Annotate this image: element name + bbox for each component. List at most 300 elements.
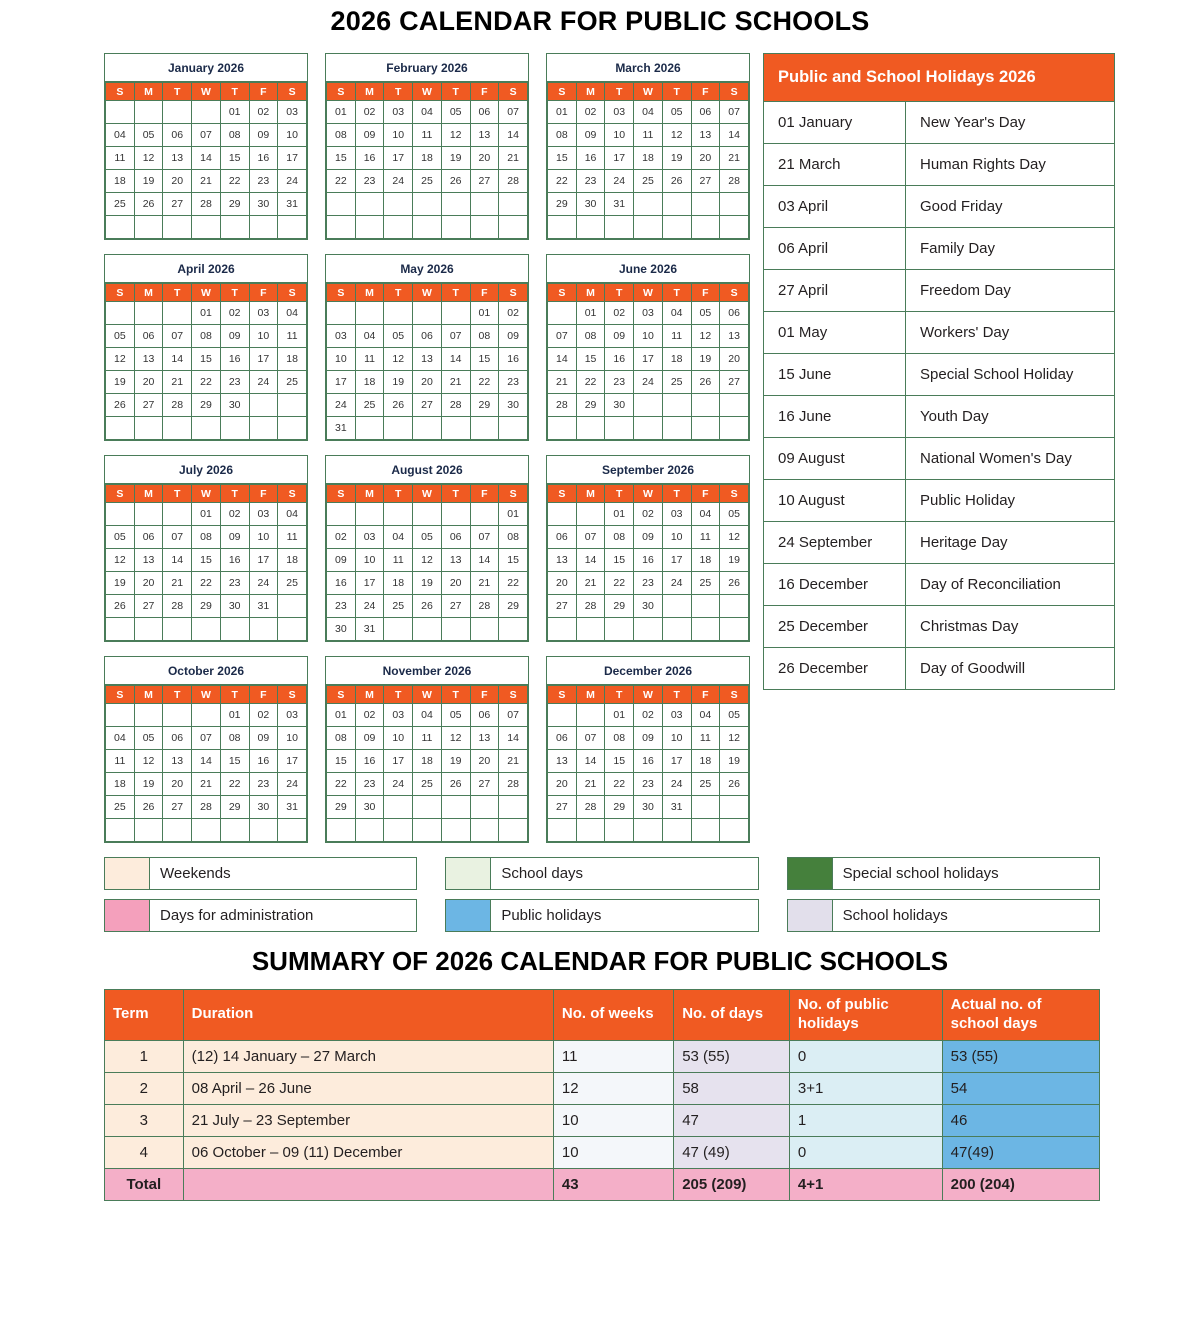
- day-cell[interactable]: 10: [249, 526, 278, 549]
- day-cell[interactable]: 15: [605, 750, 634, 773]
- day-cell[interactable]: 18: [106, 170, 135, 193]
- day-cell[interactable]: 14: [163, 549, 192, 572]
- day-cell[interactable]: 02: [355, 704, 384, 727]
- day-cell[interactable]: 09: [355, 727, 384, 750]
- day-cell[interactable]: 11: [355, 348, 384, 371]
- day-cell[interactable]: 14: [192, 750, 221, 773]
- day-cell[interactable]: 28: [576, 595, 605, 618]
- day-cell[interactable]: 06: [134, 325, 163, 348]
- day-cell[interactable]: 26: [134, 796, 163, 819]
- day-cell[interactable]: 06: [548, 526, 577, 549]
- day-cell[interactable]: 18: [384, 572, 413, 595]
- day-cell[interactable]: 06: [163, 727, 192, 750]
- day-cell[interactable]: 05: [691, 302, 720, 325]
- day-cell[interactable]: 20: [163, 170, 192, 193]
- day-cell[interactable]: 12: [720, 727, 749, 750]
- day-cell[interactable]: 02: [605, 302, 634, 325]
- day-cell[interactable]: 28: [499, 170, 528, 193]
- day-cell[interactable]: 30: [249, 193, 278, 216]
- day-cell[interactable]: 04: [691, 503, 720, 526]
- day-cell[interactable]: 02: [220, 503, 249, 526]
- day-cell[interactable]: 12: [134, 750, 163, 773]
- day-cell[interactable]: 22: [192, 371, 221, 394]
- day-cell[interactable]: 20: [720, 348, 749, 371]
- day-cell[interactable]: 24: [327, 394, 356, 417]
- day-cell[interactable]: 18: [413, 750, 442, 773]
- day-cell[interactable]: 09: [605, 325, 634, 348]
- day-cell[interactable]: 17: [249, 549, 278, 572]
- day-cell[interactable]: 05: [106, 325, 135, 348]
- day-cell[interactable]: 27: [163, 796, 192, 819]
- day-cell[interactable]: 16: [249, 147, 278, 170]
- day-cell[interactable]: 23: [634, 572, 663, 595]
- day-cell[interactable]: 14: [576, 549, 605, 572]
- day-cell[interactable]: 09: [249, 727, 278, 750]
- day-cell[interactable]: 05: [134, 727, 163, 750]
- day-cell[interactable]: 09: [327, 549, 356, 572]
- day-cell[interactable]: 26: [106, 394, 135, 417]
- day-cell[interactable]: 11: [106, 750, 135, 773]
- day-cell[interactable]: 03: [384, 704, 413, 727]
- day-cell[interactable]: 26: [413, 595, 442, 618]
- day-cell[interactable]: 08: [548, 124, 577, 147]
- day-cell[interactable]: 08: [220, 124, 249, 147]
- day-cell[interactable]: 13: [470, 124, 499, 147]
- day-cell[interactable]: 21: [192, 773, 221, 796]
- day-cell[interactable]: 20: [441, 572, 470, 595]
- day-cell[interactable]: 23: [249, 170, 278, 193]
- day-cell[interactable]: 03: [662, 704, 691, 727]
- day-cell[interactable]: 02: [355, 101, 384, 124]
- day-cell[interactable]: 29: [470, 394, 499, 417]
- day-cell[interactable]: 27: [470, 773, 499, 796]
- day-cell[interactable]: 26: [384, 394, 413, 417]
- day-cell[interactable]: 13: [134, 348, 163, 371]
- day-cell[interactable]: 05: [384, 325, 413, 348]
- day-cell[interactable]: 26: [106, 595, 135, 618]
- day-cell[interactable]: 05: [720, 704, 749, 727]
- day-cell[interactable]: 10: [327, 348, 356, 371]
- day-cell[interactable]: 14: [720, 124, 749, 147]
- day-cell[interactable]: 12: [720, 526, 749, 549]
- day-cell[interactable]: 21: [441, 371, 470, 394]
- day-cell[interactable]: 22: [605, 572, 634, 595]
- day-cell[interactable]: 30: [605, 394, 634, 417]
- day-cell[interactable]: 02: [249, 704, 278, 727]
- day-cell[interactable]: 09: [499, 325, 528, 348]
- day-cell[interactable]: 15: [605, 549, 634, 572]
- day-cell[interactable]: 21: [163, 572, 192, 595]
- day-cell[interactable]: 02: [220, 302, 249, 325]
- day-cell[interactable]: 04: [691, 704, 720, 727]
- day-cell[interactable]: 26: [691, 371, 720, 394]
- day-cell[interactable]: 15: [220, 750, 249, 773]
- day-cell[interactable]: 27: [691, 170, 720, 193]
- day-cell[interactable]: 09: [220, 526, 249, 549]
- day-cell[interactable]: 09: [634, 526, 663, 549]
- day-cell[interactable]: 31: [355, 618, 384, 641]
- day-cell[interactable]: 24: [384, 773, 413, 796]
- day-cell[interactable]: 08: [192, 325, 221, 348]
- day-cell[interactable]: 02: [249, 101, 278, 124]
- day-cell[interactable]: 26: [441, 170, 470, 193]
- day-cell[interactable]: 10: [278, 727, 307, 750]
- day-cell[interactable]: 17: [384, 750, 413, 773]
- day-cell[interactable]: 15: [327, 147, 356, 170]
- day-cell[interactable]: 25: [691, 572, 720, 595]
- day-cell[interactable]: 29: [192, 394, 221, 417]
- day-cell[interactable]: 16: [327, 572, 356, 595]
- day-cell[interactable]: 14: [499, 124, 528, 147]
- day-cell[interactable]: 31: [605, 193, 634, 216]
- day-cell[interactable]: 05: [720, 503, 749, 526]
- day-cell[interactable]: 28: [192, 796, 221, 819]
- day-cell[interactable]: 11: [413, 727, 442, 750]
- day-cell[interactable]: 30: [634, 595, 663, 618]
- day-cell[interactable]: 06: [548, 727, 577, 750]
- day-cell[interactable]: 10: [662, 526, 691, 549]
- day-cell[interactable]: 31: [327, 417, 356, 440]
- day-cell[interactable]: 05: [441, 704, 470, 727]
- day-cell[interactable]: 25: [106, 796, 135, 819]
- day-cell[interactable]: 18: [278, 348, 307, 371]
- day-cell[interactable]: 23: [576, 170, 605, 193]
- day-cell[interactable]: 17: [278, 750, 307, 773]
- day-cell[interactable]: 21: [192, 170, 221, 193]
- day-cell[interactable]: 17: [662, 549, 691, 572]
- day-cell[interactable]: 14: [576, 750, 605, 773]
- day-cell[interactable]: 11: [662, 325, 691, 348]
- day-cell[interactable]: 01: [192, 503, 221, 526]
- day-cell[interactable]: 15: [470, 348, 499, 371]
- day-cell[interactable]: 04: [106, 727, 135, 750]
- day-cell[interactable]: 15: [548, 147, 577, 170]
- day-cell[interactable]: 10: [605, 124, 634, 147]
- day-cell[interactable]: 06: [134, 526, 163, 549]
- day-cell[interactable]: 18: [355, 371, 384, 394]
- day-cell[interactable]: 11: [634, 124, 663, 147]
- day-cell[interactable]: 02: [499, 302, 528, 325]
- day-cell[interactable]: 23: [220, 572, 249, 595]
- day-cell[interactable]: 20: [134, 572, 163, 595]
- day-cell[interactable]: 05: [413, 526, 442, 549]
- day-cell[interactable]: 08: [605, 727, 634, 750]
- day-cell[interactable]: 09: [220, 325, 249, 348]
- day-cell[interactable]: 03: [249, 503, 278, 526]
- day-cell[interactable]: 24: [249, 371, 278, 394]
- day-cell[interactable]: 13: [470, 727, 499, 750]
- day-cell[interactable]: 14: [163, 348, 192, 371]
- day-cell[interactable]: 23: [327, 595, 356, 618]
- day-cell[interactable]: 31: [278, 193, 307, 216]
- day-cell[interactable]: 15: [192, 549, 221, 572]
- day-cell[interactable]: 16: [220, 549, 249, 572]
- day-cell[interactable]: 22: [327, 170, 356, 193]
- day-cell[interactable]: 04: [413, 704, 442, 727]
- day-cell[interactable]: 16: [249, 750, 278, 773]
- day-cell[interactable]: 27: [548, 796, 577, 819]
- day-cell[interactable]: 19: [384, 371, 413, 394]
- day-cell[interactable]: 28: [576, 796, 605, 819]
- day-cell[interactable]: 01: [576, 302, 605, 325]
- day-cell[interactable]: 23: [634, 773, 663, 796]
- day-cell[interactable]: 02: [634, 704, 663, 727]
- day-cell[interactable]: 28: [441, 394, 470, 417]
- day-cell[interactable]: 21: [499, 750, 528, 773]
- day-cell[interactable]: 25: [413, 773, 442, 796]
- day-cell[interactable]: 18: [106, 773, 135, 796]
- day-cell[interactable]: 16: [634, 750, 663, 773]
- day-cell[interactable]: 26: [134, 193, 163, 216]
- day-cell[interactable]: 25: [278, 572, 307, 595]
- day-cell[interactable]: 03: [605, 101, 634, 124]
- day-cell[interactable]: 25: [278, 371, 307, 394]
- day-cell[interactable]: 19: [720, 549, 749, 572]
- day-cell[interactable]: 09: [355, 124, 384, 147]
- day-cell[interactable]: 15: [327, 750, 356, 773]
- day-cell[interactable]: 25: [413, 170, 442, 193]
- day-cell[interactable]: 21: [576, 572, 605, 595]
- day-cell[interactable]: 07: [720, 101, 749, 124]
- day-cell[interactable]: 13: [413, 348, 442, 371]
- day-cell[interactable]: 13: [548, 549, 577, 572]
- day-cell[interactable]: 13: [720, 325, 749, 348]
- day-cell[interactable]: 27: [548, 595, 577, 618]
- day-cell[interactable]: 06: [441, 526, 470, 549]
- day-cell[interactable]: 08: [605, 526, 634, 549]
- day-cell[interactable]: 09: [576, 124, 605, 147]
- day-cell[interactable]: 01: [192, 302, 221, 325]
- day-cell[interactable]: 04: [634, 101, 663, 124]
- day-cell[interactable]: 25: [662, 371, 691, 394]
- day-cell[interactable]: 06: [691, 101, 720, 124]
- day-cell[interactable]: 27: [134, 394, 163, 417]
- day-cell[interactable]: 02: [576, 101, 605, 124]
- day-cell[interactable]: 01: [548, 101, 577, 124]
- day-cell[interactable]: 05: [134, 124, 163, 147]
- day-cell[interactable]: 26: [662, 170, 691, 193]
- day-cell[interactable]: 13: [548, 750, 577, 773]
- day-cell[interactable]: 10: [384, 124, 413, 147]
- day-cell[interactable]: 22: [192, 572, 221, 595]
- day-cell[interactable]: 09: [634, 727, 663, 750]
- day-cell[interactable]: 27: [720, 371, 749, 394]
- day-cell[interactable]: 07: [163, 325, 192, 348]
- day-cell[interactable]: 08: [327, 727, 356, 750]
- day-cell[interactable]: 19: [441, 750, 470, 773]
- day-cell[interactable]: 11: [106, 147, 135, 170]
- day-cell[interactable]: 18: [634, 147, 663, 170]
- day-cell[interactable]: 29: [605, 595, 634, 618]
- day-cell[interactable]: 11: [691, 526, 720, 549]
- day-cell[interactable]: 06: [163, 124, 192, 147]
- day-cell[interactable]: 20: [470, 147, 499, 170]
- day-cell[interactable]: 17: [384, 147, 413, 170]
- day-cell[interactable]: 18: [278, 549, 307, 572]
- day-cell[interactable]: 23: [249, 773, 278, 796]
- day-cell[interactable]: 13: [163, 750, 192, 773]
- day-cell[interactable]: 24: [249, 572, 278, 595]
- day-cell[interactable]: 16: [220, 348, 249, 371]
- day-cell[interactable]: 18: [691, 549, 720, 572]
- day-cell[interactable]: 12: [413, 549, 442, 572]
- day-cell[interactable]: 20: [413, 371, 442, 394]
- day-cell[interactable]: 22: [470, 371, 499, 394]
- day-cell[interactable]: 02: [634, 503, 663, 526]
- day-cell[interactable]: 25: [384, 595, 413, 618]
- day-cell[interactable]: 19: [441, 147, 470, 170]
- day-cell[interactable]: 30: [576, 193, 605, 216]
- day-cell[interactable]: 23: [220, 371, 249, 394]
- day-cell[interactable]: 17: [634, 348, 663, 371]
- day-cell[interactable]: 15: [192, 348, 221, 371]
- day-cell[interactable]: 30: [499, 394, 528, 417]
- day-cell[interactable]: 07: [499, 704, 528, 727]
- day-cell[interactable]: 22: [605, 773, 634, 796]
- day-cell[interactable]: 21: [576, 773, 605, 796]
- day-cell[interactable]: 16: [355, 750, 384, 773]
- day-cell[interactable]: 16: [355, 147, 384, 170]
- day-cell[interactable]: 22: [327, 773, 356, 796]
- day-cell[interactable]: 08: [470, 325, 499, 348]
- day-cell[interactable]: 14: [470, 549, 499, 572]
- day-cell[interactable]: 30: [634, 796, 663, 819]
- day-cell[interactable]: 21: [548, 371, 577, 394]
- day-cell[interactable]: 22: [499, 572, 528, 595]
- day-cell[interactable]: 08: [576, 325, 605, 348]
- day-cell[interactable]: 11: [413, 124, 442, 147]
- day-cell[interactable]: 29: [605, 796, 634, 819]
- day-cell[interactable]: 25: [634, 170, 663, 193]
- day-cell[interactable]: 10: [249, 325, 278, 348]
- day-cell[interactable]: 19: [691, 348, 720, 371]
- day-cell[interactable]: 27: [470, 170, 499, 193]
- day-cell[interactable]: 04: [355, 325, 384, 348]
- day-cell[interactable]: 01: [470, 302, 499, 325]
- day-cell[interactable]: 31: [662, 796, 691, 819]
- day-cell[interactable]: 19: [134, 170, 163, 193]
- day-cell[interactable]: 28: [470, 595, 499, 618]
- day-cell[interactable]: 23: [605, 371, 634, 394]
- day-cell[interactable]: 01: [220, 704, 249, 727]
- day-cell[interactable]: 21: [499, 147, 528, 170]
- day-cell[interactable]: 20: [691, 147, 720, 170]
- day-cell[interactable]: 29: [220, 193, 249, 216]
- day-cell[interactable]: 08: [192, 526, 221, 549]
- day-cell[interactable]: 05: [662, 101, 691, 124]
- day-cell[interactable]: 13: [691, 124, 720, 147]
- day-cell[interactable]: 10: [355, 549, 384, 572]
- day-cell[interactable]: 05: [441, 101, 470, 124]
- day-cell[interactable]: 12: [662, 124, 691, 147]
- day-cell[interactable]: 08: [220, 727, 249, 750]
- day-cell[interactable]: 31: [278, 796, 307, 819]
- day-cell[interactable]: 16: [634, 549, 663, 572]
- day-cell[interactable]: 16: [499, 348, 528, 371]
- day-cell[interactable]: 07: [163, 526, 192, 549]
- day-cell[interactable]: 27: [134, 595, 163, 618]
- day-cell[interactable]: 24: [278, 170, 307, 193]
- day-cell[interactable]: 20: [134, 371, 163, 394]
- day-cell[interactable]: 19: [662, 147, 691, 170]
- day-cell[interactable]: 04: [278, 503, 307, 526]
- day-cell[interactable]: 19: [134, 773, 163, 796]
- day-cell[interactable]: 01: [220, 101, 249, 124]
- day-cell[interactable]: 19: [413, 572, 442, 595]
- day-cell[interactable]: 29: [548, 193, 577, 216]
- day-cell[interactable]: 10: [634, 325, 663, 348]
- day-cell[interactable]: 22: [220, 773, 249, 796]
- day-cell[interactable]: 06: [470, 704, 499, 727]
- day-cell[interactable]: 19: [106, 572, 135, 595]
- day-cell[interactable]: 26: [720, 773, 749, 796]
- day-cell[interactable]: 25: [355, 394, 384, 417]
- day-cell[interactable]: 17: [605, 147, 634, 170]
- day-cell[interactable]: 11: [278, 325, 307, 348]
- day-cell[interactable]: 24: [355, 595, 384, 618]
- day-cell[interactable]: 28: [163, 394, 192, 417]
- day-cell[interactable]: 10: [278, 124, 307, 147]
- day-cell[interactable]: 17: [278, 147, 307, 170]
- day-cell[interactable]: 28: [720, 170, 749, 193]
- day-cell[interactable]: 17: [327, 371, 356, 394]
- day-cell[interactable]: 01: [499, 503, 528, 526]
- day-cell[interactable]: 13: [134, 549, 163, 572]
- day-cell[interactable]: 29: [499, 595, 528, 618]
- day-cell[interactable]: 24: [384, 170, 413, 193]
- day-cell[interactable]: 23: [355, 170, 384, 193]
- day-cell[interactable]: 20: [470, 750, 499, 773]
- day-cell[interactable]: 01: [327, 101, 356, 124]
- day-cell[interactable]: 21: [470, 572, 499, 595]
- day-cell[interactable]: 14: [548, 348, 577, 371]
- day-cell[interactable]: 26: [441, 773, 470, 796]
- day-cell[interactable]: 04: [106, 124, 135, 147]
- day-cell[interactable]: 22: [548, 170, 577, 193]
- day-cell[interactable]: 07: [192, 727, 221, 750]
- day-cell[interactable]: 03: [249, 302, 278, 325]
- day-cell[interactable]: 30: [220, 394, 249, 417]
- day-cell[interactable]: 03: [278, 704, 307, 727]
- day-cell[interactable]: 06: [720, 302, 749, 325]
- day-cell[interactable]: 11: [691, 727, 720, 750]
- day-cell[interactable]: 24: [278, 773, 307, 796]
- day-cell[interactable]: 30: [220, 595, 249, 618]
- day-cell[interactable]: 06: [470, 101, 499, 124]
- day-cell[interactable]: 12: [106, 549, 135, 572]
- day-cell[interactable]: 10: [662, 727, 691, 750]
- day-cell[interactable]: 27: [413, 394, 442, 417]
- day-cell[interactable]: 01: [605, 704, 634, 727]
- day-cell[interactable]: 11: [278, 526, 307, 549]
- day-cell[interactable]: 12: [106, 348, 135, 371]
- day-cell[interactable]: 08: [327, 124, 356, 147]
- day-cell[interactable]: 14: [441, 348, 470, 371]
- day-cell[interactable]: 15: [220, 147, 249, 170]
- day-cell[interactable]: 27: [163, 193, 192, 216]
- day-cell[interactable]: 18: [662, 348, 691, 371]
- day-cell[interactable]: 03: [384, 101, 413, 124]
- day-cell[interactable]: 12: [134, 147, 163, 170]
- day-cell[interactable]: 24: [662, 572, 691, 595]
- day-cell[interactable]: 13: [441, 549, 470, 572]
- day-cell[interactable]: 05: [106, 526, 135, 549]
- day-cell[interactable]: 07: [441, 325, 470, 348]
- day-cell[interactable]: 23: [355, 773, 384, 796]
- day-cell[interactable]: 18: [691, 750, 720, 773]
- day-cell[interactable]: 26: [720, 572, 749, 595]
- day-cell[interactable]: 30: [249, 796, 278, 819]
